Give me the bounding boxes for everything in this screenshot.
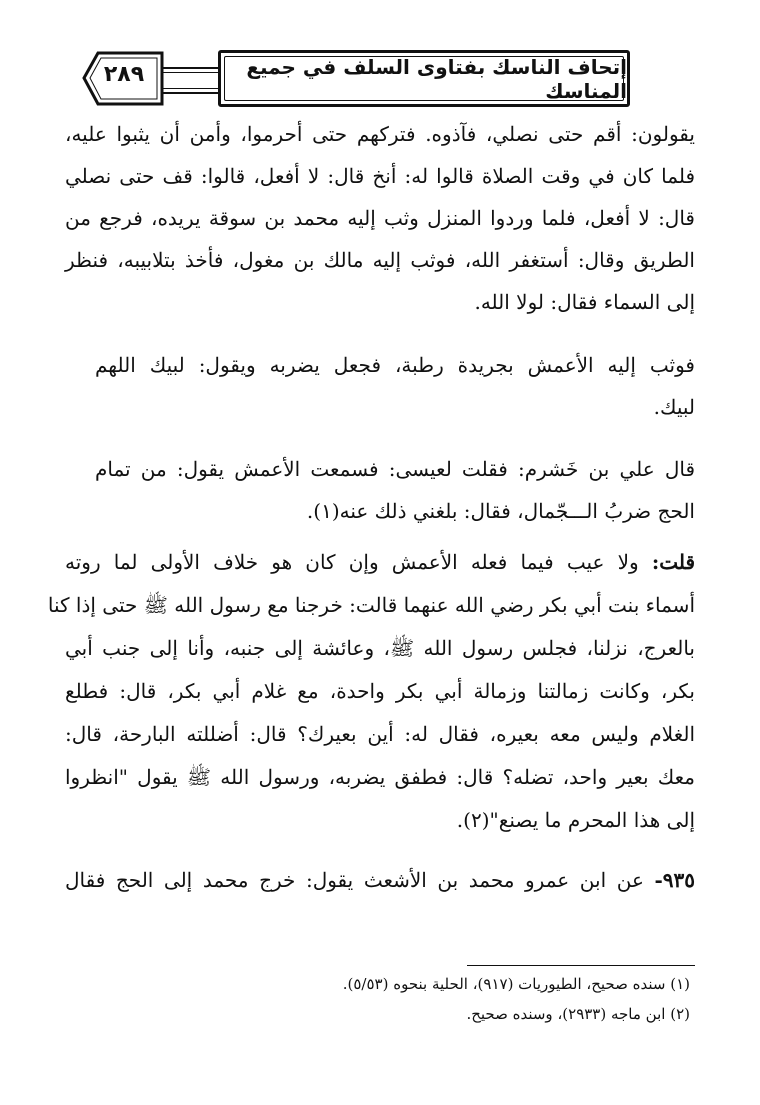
text-line: قال علي بن خَشرم: فقلت لعيسى: فسمعت الأعمش يقول: من تمام	[95, 457, 695, 481]
text-line	[65, 868, 695, 892]
footnote: (١) سنده صحيح، الطيوريات (٩١٧)، الحلية بنحوه (٥/٥٣).	[342, 975, 690, 993]
text-line: بالعرج، نزلنا، فجلس رسول الله ﷺ، وعائشة إلى جنبه، وأنا إلى جنب أبي	[65, 636, 695, 660]
text-line: أسماء بنت أبي بكر رضي الله عنهما قالت: خرجنا مع رسول الله ﷺ حتى إذا كنا	[47, 593, 695, 617]
running-title-box	[218, 50, 630, 107]
page-number-badge	[82, 50, 164, 107]
text-line: الطريق وقال: أستغفر الله، فوثب إليه مالك بن مغول، فأخذ بتلابيبه، فنظر	[65, 248, 695, 272]
item-number: ٩٣٥-	[654, 868, 695, 892]
text-line: فلما كان في وقت الصلاة قالوا له: أنخ قال: لا أفعل، قالوا: قف حتى نصلي	[65, 164, 695, 188]
text-line: إلى السماء فقال: لولا الله.	[474, 290, 695, 314]
footnote: (٢) ابن ماجه (٢٩٣٣)، وسنده صحيح.	[466, 1005, 690, 1023]
text-line: الحج ضربُ الـــجّمال، فقال: بلغني ذلك عنه(١).	[306, 499, 695, 523]
text-line: فوثب إليه الأعمش بجريدة رطبة، فجعل يضربه ويقول: لبيك اللهم	[95, 353, 695, 377]
text-line: لبيك.	[653, 395, 695, 419]
text-line	[65, 550, 695, 574]
page-number: ٢٨٩	[103, 62, 145, 87]
text-line: قال: لا أفعل، فلما وردوا المنزل وثب إليه محمد بن سوقة يريده، فرجع من	[65, 206, 695, 230]
text-line: الغلام وليس معه بعيره، فقال له: أين بعيرك؟ قال: أضللته البارحة، قال:	[65, 722, 695, 746]
text-line: يقولون: أقم حتى نصلي، فآذوه. فتركهم حتى أحرموا، وأمن أن يثبوا عليه،	[65, 122, 695, 146]
text-line: معك بعير واحد، تضله؟ قال: فطفق يضربه، ورسول الله ﷺ يقول "انظروا	[65, 765, 695, 789]
text-line-content: ولا عيب فيما فعله الأعمش وإن كان هو خلاف الأولى لما روته	[65, 550, 639, 574]
text-line-content: عن ابن عمرو محمد بن الأشعث يقول: خرج محمد إلى الحج فقال	[65, 868, 644, 892]
footnote-separator	[467, 965, 695, 966]
running-title: إتحاف الناسك بفتاوى السلف في جميع المناسك	[246, 54, 627, 103]
text-line: بكر، وكانت زمالتنا وزمالة أبي بكر واحدة، مع غلام أبي بكر، قال: فطلع	[65, 679, 695, 703]
text-line: إلى هذا المحرم ما يصنع"(٢).	[456, 808, 695, 832]
qult-label: قلت:	[651, 550, 696, 574]
